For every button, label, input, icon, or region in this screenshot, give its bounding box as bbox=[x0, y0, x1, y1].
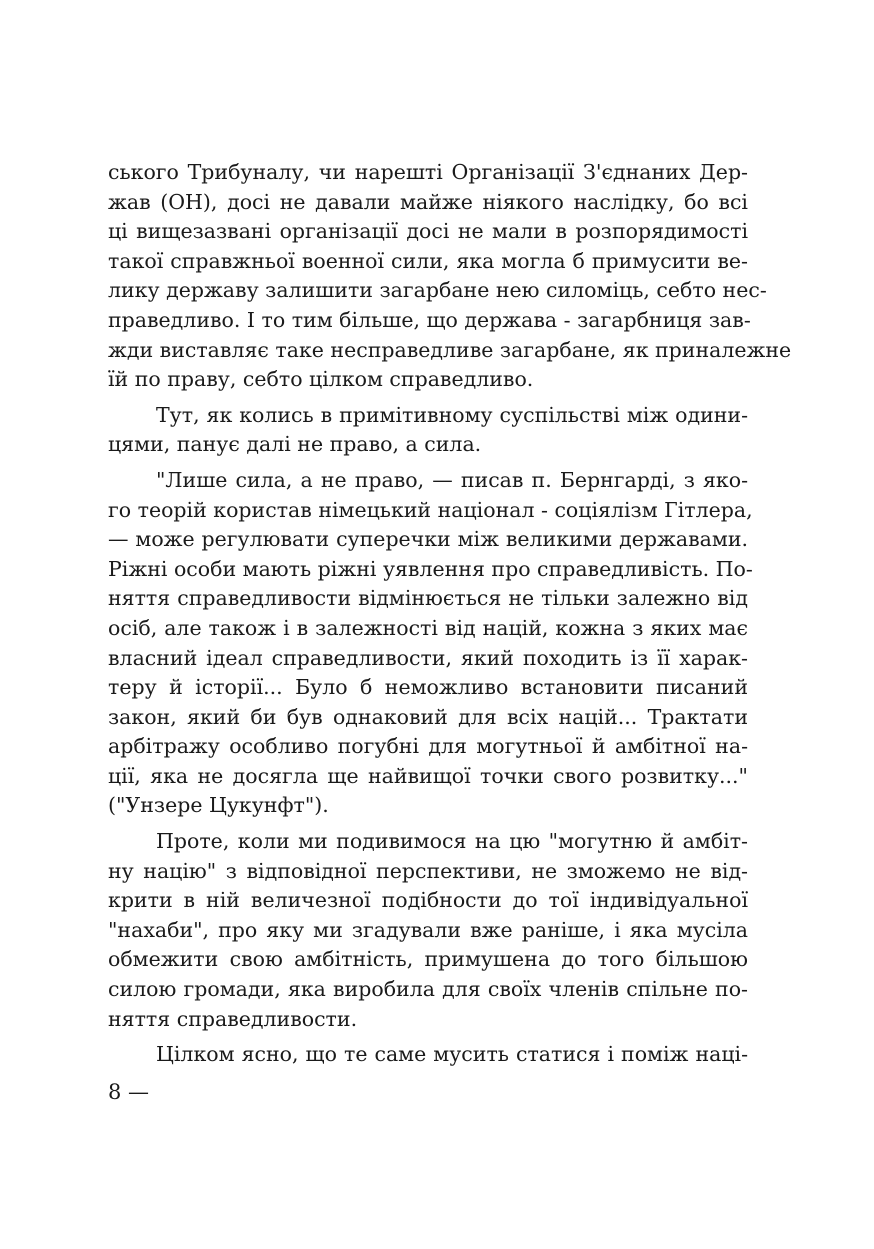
text-line: "Лише сила, а не право, — писав п. Бернгарді, з яко- bbox=[156, 467, 748, 492]
text-line: такої справжньої военної сили, яка могла б примусити ве- bbox=[108, 248, 748, 273]
text-line: Проте, коли ми подивимося на цю "могутню й амбіт- bbox=[156, 829, 748, 854]
page-number: 8 — bbox=[108, 1080, 150, 1104]
text-line: лику державу залишити загарбане нею силоміць, себто нес- bbox=[108, 278, 767, 303]
text-line: цями, панує далі не право, а сила. bbox=[108, 432, 482, 457]
text-line: закон, який би був однаковий для всіх націй... Трактати bbox=[108, 704, 748, 729]
text-line: арбітражу особливо погубні для могутньої й амбітної на- bbox=[108, 734, 748, 759]
paragraph bbox=[108, 827, 748, 1034]
text-line: Тут, як колись в примітивному суспільстві між одини- bbox=[156, 402, 748, 427]
text-line: няття справедливости. bbox=[108, 1006, 358, 1031]
body-text bbox=[108, 158, 792, 1070]
paragraph bbox=[108, 1040, 748, 1070]
text-line: — може регулювати суперечки між великими державами. bbox=[108, 527, 748, 552]
text-line: жди виставляє таке несправедливе загарбане, як приналежне bbox=[108, 337, 792, 362]
paragraph bbox=[108, 158, 792, 395]
text-line: ції, яка не досягла ще найвищої точки свого розвитку..." bbox=[108, 763, 748, 788]
text-line: ну націю" з відповідної перспективи, не зможемо не від- bbox=[108, 858, 748, 883]
text-line: теру й історії... Було б неможливо встановити писаний bbox=[108, 675, 748, 700]
text-line: Цілком ясно, що те саме мусить статися і поміж наці- bbox=[156, 1042, 748, 1067]
text-line: ці вищезазвані організації досі не мали в розпорядимості bbox=[108, 219, 748, 244]
text-line: праведливо. І то тим більше, що держава - загарбниця зав- bbox=[108, 307, 751, 332]
text-line: обмежити свою амбітність, примушена до того більшою bbox=[108, 947, 748, 972]
text-line: го теорій користав німецький націонал - соціялізм Гітлера, bbox=[108, 497, 753, 522]
text-line: осіб, але також і в залежності від націй, кожна з яких має bbox=[108, 615, 748, 640]
text-line: Ріжні особи мають ріжні уявлення про справедливість. По- bbox=[108, 556, 753, 581]
text-line: силою громади, яка виробила для своїх членів спільне по- bbox=[108, 977, 748, 1002]
text-line: власний ідеал справедливости, який походить із її харак- bbox=[108, 645, 748, 670]
text-line: няття справедливости відмінюється не тільки залежно від bbox=[108, 586, 748, 611]
text-line: жав (ОН), досі не давали майже ніякого наслідку, бо всі bbox=[108, 189, 748, 214]
paragraph bbox=[108, 401, 748, 460]
text-line: "нахаби", про яку ми згадували вже раніше, і яка мусіла bbox=[108, 917, 748, 942]
text-line: їй по праву, себто цілком справедливо. bbox=[108, 367, 534, 392]
text-line: ("Унзере Цукунфт"). bbox=[108, 793, 329, 818]
text-line: ського Трибуналу, чи нарешті Організації З'єднаних Дер- bbox=[108, 160, 748, 184]
text-line: крити в ній величезної подібности до тої індивідуальної bbox=[108, 888, 748, 913]
quotation-paragraph bbox=[108, 466, 753, 821]
